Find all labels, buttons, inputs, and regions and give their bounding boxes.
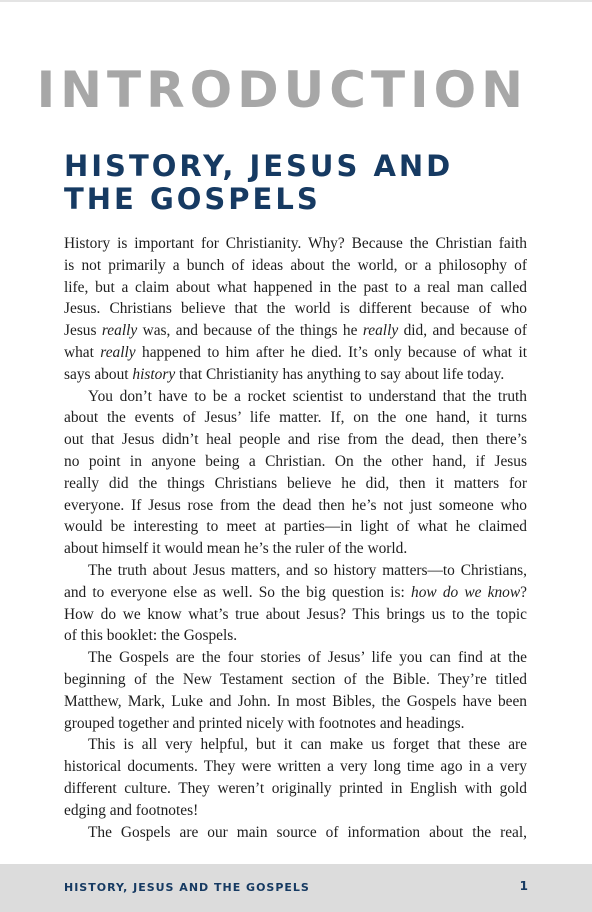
paragraph xyxy=(64,560,527,647)
text-line: edging and footnotes! xyxy=(64,801,199,819)
text-line: what really happened to him after he died. It’s only because of what it xyxy=(64,343,528,361)
text-line: about himself it would mean he’s the ruler of the world. xyxy=(64,540,408,558)
text-line: no point in anyone being a Christian. On the other hand, if Jesus xyxy=(64,452,527,470)
emphasis: really xyxy=(101,322,138,340)
page-number: 1 xyxy=(519,879,528,893)
paragraph xyxy=(64,822,527,844)
text-line: Matthew, Mark, Luke and John. In most Bibles, the Gospels have been xyxy=(64,692,527,710)
text-line: life, but a claim about what happened in the past to a real man called xyxy=(64,278,527,296)
text-line: of this booklet: the Gospels. xyxy=(64,627,238,645)
text-line: How do we know what’s true about Jesus? This brings us to the topic xyxy=(64,605,527,623)
body-text xyxy=(64,233,527,843)
text-line: out that Jesus didn’t heal people and rise from the dead, then there’s xyxy=(64,431,527,449)
text-line: You don’t have to be a rocket scientist to understand that the truth xyxy=(88,387,527,405)
emphasis: really xyxy=(362,322,399,340)
text-line: History is important for Christianity. Why? Because the Christian faith xyxy=(64,235,527,252)
text-line: The Gospels are the four stories of Jesus’ life you can find at the xyxy=(88,649,527,667)
emphasis: how do we know xyxy=(411,583,521,601)
paragraph xyxy=(64,647,527,734)
emphasis: really xyxy=(100,343,136,361)
text-line: This is all very helpful, but it can make us forget that these are xyxy=(88,736,527,754)
text-line: about the events of Jesus’ life matter. If, on the one hand, it turns xyxy=(64,409,527,427)
text-line: different culture. They weren’t originally printed in English with gold xyxy=(64,779,527,797)
text-line: The truth about Jesus matters, and so history matters—to Christians, xyxy=(88,561,527,579)
paragraph xyxy=(64,734,527,821)
emphasis: history xyxy=(132,365,176,383)
top-divider xyxy=(0,0,592,2)
paragraph xyxy=(64,233,527,386)
text-line: grouped together and printed nicely with footnotes and headings. xyxy=(64,714,465,732)
text-line: is not primarily a bunch of ideas about the world, or a philosophy of xyxy=(64,256,527,274)
text-line: historical documents. They were written a very long time ago in a very xyxy=(64,758,527,776)
text-line: beginning of the New Testament section of the Bible. They’re titled xyxy=(64,670,527,688)
text-line: really did the things Christians believe he did, then it matters for xyxy=(64,474,527,492)
page-footer xyxy=(0,864,592,912)
text-line: everyone. If Jesus rose from the dead then he’s not just someone who xyxy=(64,496,527,514)
running-title: HISTORY, JESUS AND THE GOSPELS xyxy=(64,881,310,894)
chapter-title xyxy=(64,150,453,216)
text-line: and to everyone else as well. So the big question is: how do we know? xyxy=(64,583,527,601)
chapter-title-line-1: HISTORY, JESUS AND xyxy=(64,149,454,183)
section-heading: INTRODUCTION xyxy=(36,61,528,119)
text-line: Jesus really was, and because of the things he really did, and because of xyxy=(64,322,527,340)
text-line: The Gospels are our main source of information about the real, xyxy=(88,823,527,841)
text-line: says about history that Christianity has anything to say about life today. xyxy=(64,365,505,383)
chapter-title-line-2: THE GOSPELS xyxy=(64,182,321,216)
paragraph xyxy=(64,386,527,560)
text-line: would be interesting to meet at parties—in light of what he claimed xyxy=(64,518,527,536)
text-line: Jesus. Christians believe that the world is different because of who xyxy=(64,300,527,318)
